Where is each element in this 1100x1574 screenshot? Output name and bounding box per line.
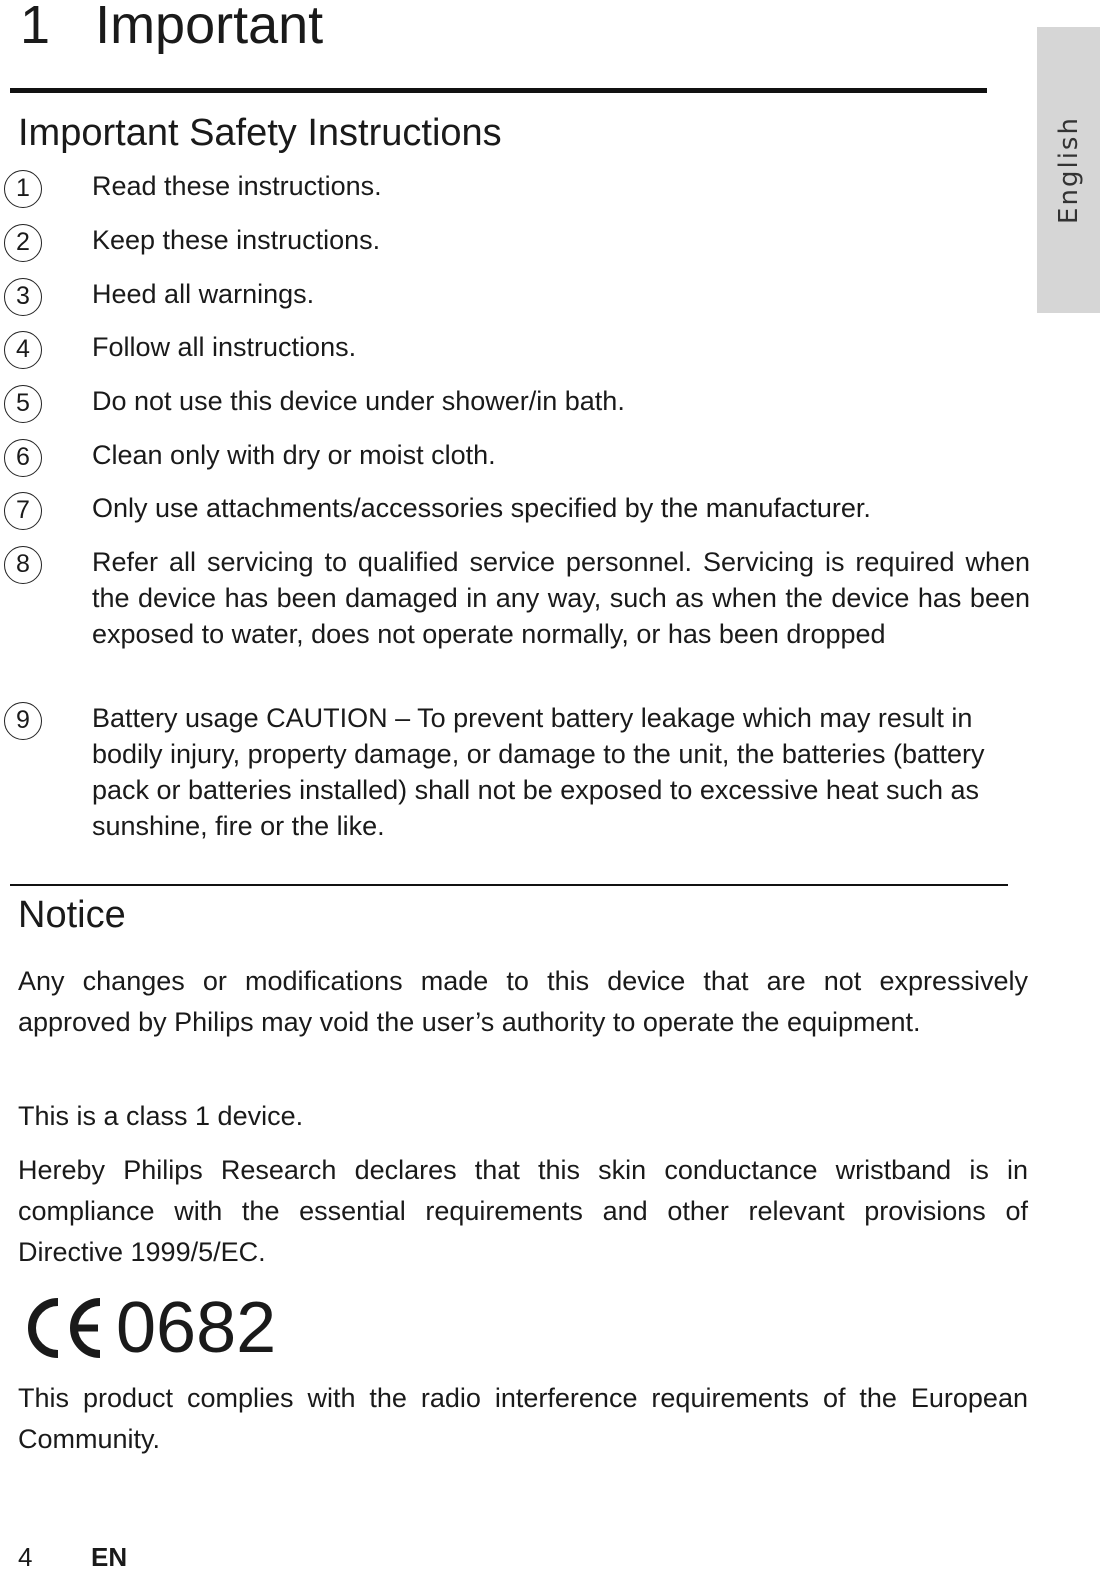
chapter-title bbox=[20, 0, 323, 56]
language-tab bbox=[1037, 27, 1100, 313]
safety-section-title: Important Safety Instructions bbox=[18, 112, 502, 154]
item-number-badge: 5 bbox=[4, 385, 42, 423]
item-number-badge: 4 bbox=[4, 331, 42, 369]
item-text: Battery usage CAUTION – To prevent battery leakage which may result in bodily injury, property damage, or damage to the unit, the batteries (battery pack or batteries installed) shall not be exposed to excessive heat such as sunshine, fire or the like. bbox=[92, 703, 985, 841]
safety-item bbox=[0, 437, 1030, 477]
item-number-badge: 8 bbox=[4, 546, 42, 584]
item-text: Keep these instructions. bbox=[92, 225, 381, 255]
notified-body-number: 0682 bbox=[116, 1288, 277, 1368]
item-number-badge: 6 bbox=[4, 439, 42, 477]
item-number-badge: 2 bbox=[4, 224, 42, 262]
page-number: 4 bbox=[18, 1542, 33, 1572]
notice-paragraph: Hereby Philips Research declares that this skin conductance wristband is in compliance with the essential requirements and other relevant provisions of Directive 1999/5/EC. bbox=[18, 1155, 1028, 1267]
item-text: Follow all instructions. bbox=[92, 332, 357, 362]
item-text: Only use attachments/accessories specified by the manufacturer. bbox=[92, 493, 871, 523]
item-text: Refer all servicing to qualified service personnel. Servicing is required when the device has been damaged in any way, such as when the device has been exposed to water, does not operate normally, or has been dropped bbox=[92, 547, 1030, 649]
safety-item bbox=[0, 222, 1030, 262]
language-tab-label: English bbox=[1053, 116, 1084, 224]
compliance-paragraph: This product complies with the radio interference requirements of the European Community. bbox=[18, 1383, 1028, 1454]
safety-item bbox=[0, 490, 1030, 530]
chapter-name: Important bbox=[95, 0, 324, 55]
item-number-badge: 3 bbox=[4, 278, 42, 316]
item-text: Clean only with dry or moist cloth. bbox=[92, 440, 496, 470]
notice-section-title: Notice bbox=[18, 894, 126, 936]
safety-item bbox=[0, 329, 1030, 369]
chapter-number: 1 bbox=[20, 0, 51, 55]
item-text: Heed all warnings. bbox=[92, 279, 315, 309]
safety-item bbox=[0, 168, 1030, 208]
item-text: Do not use this device under shower/in bath. bbox=[92, 386, 625, 416]
safety-item bbox=[0, 383, 1030, 423]
item-number-badge: 9 bbox=[4, 702, 42, 740]
ce-mark-icon bbox=[22, 1296, 104, 1360]
safety-item bbox=[0, 276, 1030, 316]
chapter-divider bbox=[10, 88, 987, 93]
safety-item bbox=[0, 700, 1030, 848]
notice-paragraph: This is a class 1 device. bbox=[18, 1101, 304, 1131]
item-text: Read these instructions. bbox=[92, 171, 382, 201]
section-divider bbox=[10, 884, 1008, 886]
notice-paragraph: Any changes or modifications made to this device that are not expressively approved by Philips may void the user’s authority to operate the equipment. bbox=[18, 966, 1028, 1037]
item-number-badge: 7 bbox=[4, 492, 42, 530]
footer-language: EN bbox=[91, 1542, 128, 1572]
item-number-badge: 1 bbox=[4, 170, 42, 208]
safety-item bbox=[0, 544, 1030, 692]
